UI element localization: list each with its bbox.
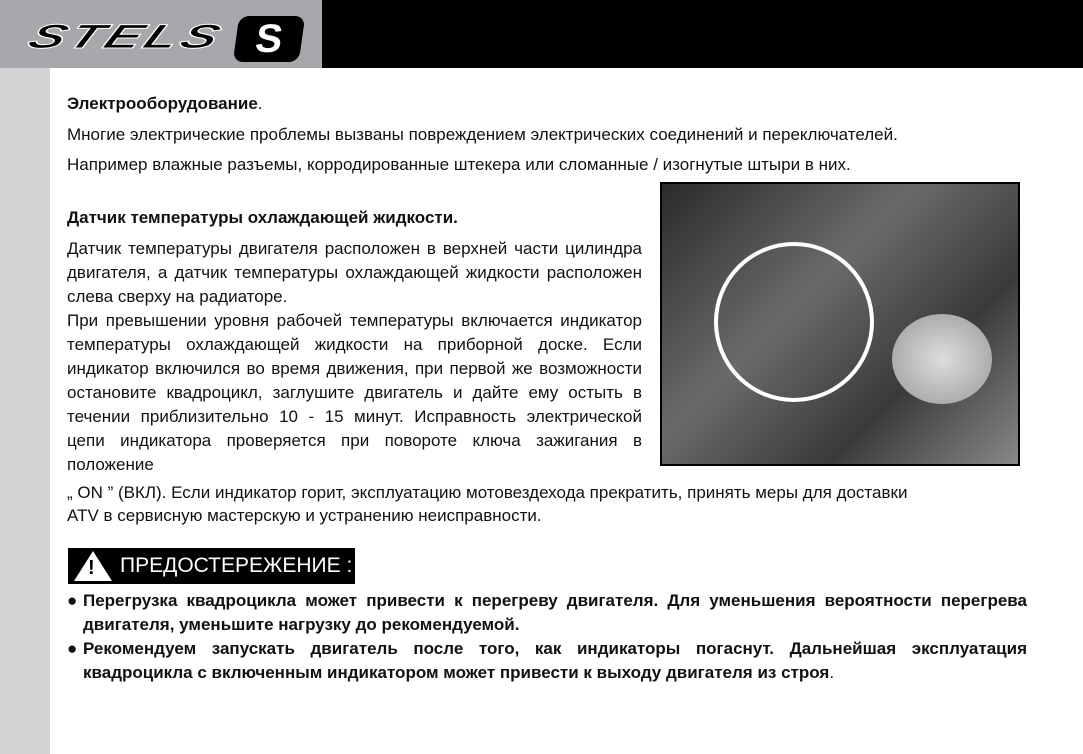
section-title-coolant-sensor: Датчик температуры охлаждающей жидкости. bbox=[67, 208, 458, 227]
warning-item: ● Рекомендуем запускать двигатель после того, как индикаторы погаснут. Дальнейшая эксплуатация квадроцикла с включенным индикатором может привести к выходу двигателя из строя. bbox=[67, 639, 1027, 682]
paragraph: „ ON ” (ВКЛ). Если индикатор горит, эксплуатацию мотовездехода прекратить, принять меры для доставки bbox=[67, 483, 908, 502]
logo bbox=[0, 0, 322, 68]
paragraph: При превышении уровня рабочей температуры включается индикатор температуры охлаждающей жидкости на приборной доске. Если индикатор включился во время движения, при первой же возможности остановите квадроцикл, заглушите двигатель и дайте ему остыть в течении приблизительно 10 - 15 минут. Исправность электрической цепи индикатора проверяется при повороте ключа зажигания в положение bbox=[67, 311, 642, 474]
section-title-electrical: Электрооборудование. bbox=[67, 94, 263, 113]
stels-logo-text: STELS bbox=[21, 18, 231, 56]
radiator-cap bbox=[892, 314, 992, 404]
warning-item: ● Перегрузка квадроцикла может привести к перегреву двигателя. Для уменьшения вероятности перегрева двигателя, уменьшите нагрузку до рекомендуемой. bbox=[67, 591, 1027, 634]
warning-label-text: ПРЕДОСТЕРЕЖЕНИЕ : bbox=[120, 554, 353, 577]
paragraph: ATV в сервисную мастерскую и устранению неисправности. bbox=[67, 506, 542, 525]
warning-label: ! ПРЕДОСТЕРЕЖЕНИЕ : bbox=[68, 548, 355, 584]
radiator-sensor-photo bbox=[660, 182, 1020, 466]
stels-badge-icon: S bbox=[233, 16, 305, 62]
side-strip bbox=[0, 68, 50, 754]
highlight-circle bbox=[714, 242, 874, 402]
paragraph: Датчик температуры двигателя расположен в верхней части цилиндра двигателя, а датчик температуры охлаждающей жидкости расположен слева сверху на радиаторе. bbox=[67, 239, 642, 306]
paragraph: Многие электрические проблемы вызваны повреждением электрических соединений и переключателей. bbox=[67, 125, 898, 144]
paragraph: Например влажные разъемы, корродированные штекера или сломанные / изогнутые штыри в них. bbox=[67, 155, 851, 174]
